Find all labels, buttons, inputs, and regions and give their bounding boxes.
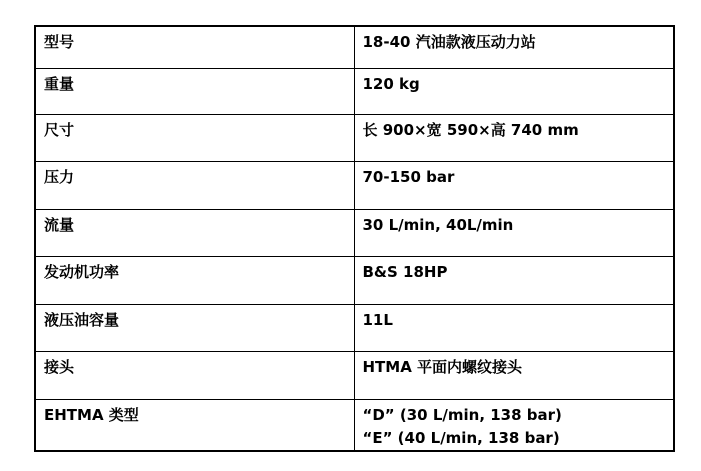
table-row — [35, 399, 674, 451]
table-row — [35, 209, 674, 256]
spec-value-flow: 30 L/min, 40L/min — [354, 209, 674, 256]
table-row — [35, 68, 674, 114]
table-row — [35, 26, 674, 68]
spec-value-engine-power: B&S 18HP — [354, 256, 674, 304]
table-row — [35, 161, 674, 209]
spec-value-pressure: 70-150 bar — [354, 161, 674, 209]
spec-label-engine-power: 发动机功率 — [35, 256, 354, 304]
spec-value-weight: 120 kg — [354, 68, 674, 114]
spec-value-ehtma-type — [354, 399, 674, 451]
spec-label-dimensions: 尺寸 — [35, 114, 354, 161]
spec-label-ehtma-type: EHTMA 类型 — [35, 399, 354, 451]
spec-label-coupling: 接头 — [35, 351, 354, 399]
ehtma-type-line-d: “D” (30 L/min, 138 bar) — [362, 405, 562, 424]
spec-value-oil-capacity: 11L — [354, 304, 674, 351]
spec-value-coupling: HTMA 平面内螺纹接头 — [354, 351, 674, 399]
spec-label-flow: 流量 — [35, 209, 354, 256]
spec-value-model: 18-40 汽油款液压动力站 — [354, 26, 674, 68]
table-row — [35, 256, 674, 304]
table-row — [35, 351, 674, 399]
spec-label-oil-capacity: 液压油容量 — [35, 304, 354, 351]
spec-table — [34, 25, 675, 452]
table-row — [35, 114, 674, 161]
spec-value-dimensions: 长 900×宽 590×高 740 mm — [354, 114, 674, 161]
spec-label-pressure: 压力 — [35, 161, 354, 209]
ehtma-type-line-e: “E” (40 L/min, 138 bar) — [362, 428, 560, 447]
spec-label-weight: 重量 — [35, 68, 354, 114]
table-row — [35, 304, 674, 351]
spec-label-model: 型号 — [35, 26, 354, 68]
